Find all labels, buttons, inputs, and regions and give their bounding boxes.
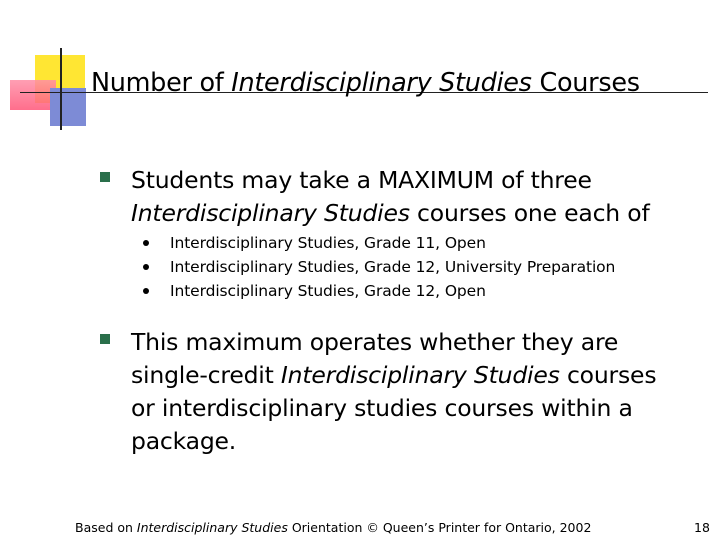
dot-bullet-icon [143,240,149,246]
list-item [140,255,615,279]
bullet-line: This maximum operates whether they are [131,328,619,356]
footer-citation [75,520,591,536]
dot-bullet-icon [143,264,149,270]
bullet-line: courses [559,361,657,389]
bullet-maximum-operates [100,326,700,458]
bullet-emphasis: Interdisciplinary Studies [131,199,410,227]
footer-emphasis: Interdisciplinary Studies [136,520,288,535]
bullet-line: single-credit [131,361,281,389]
list-item [140,279,615,303]
footer-suffix: Orientation © Queen’s Printer for Ontario, 2002 [287,520,592,535]
square-bullet-icon [100,172,110,182]
bullet-text [131,164,700,230]
course-list [140,231,615,303]
bullet-line: or interdisciplinary studies courses within a [131,394,633,422]
title-emphasis: Interdisciplinary Studies [231,68,532,98]
list-item-text: Interdisciplinary Studies, Grade 11, Open [170,234,486,252]
bullet-text [131,326,700,458]
decor-blue-square [50,88,86,126]
slide-title [91,68,640,98]
bullet-line: package. [131,427,237,455]
bullet-line: courses one each of [409,199,650,227]
list-item-text: Interdisciplinary Studies, Grade 12, Open [170,282,486,300]
list-item-text: Interdisciplinary Studies, Grade 12, University Preparation [170,258,616,276]
list-item [140,231,615,255]
bullet-emphasis: Interdisciplinary Studies [280,361,560,389]
title-prefix: Number of [91,68,232,98]
footer-prefix: Based on [75,520,137,535]
bullet-line: Students may take a MAXIMUM of three [131,166,592,194]
square-bullet-icon [100,334,110,344]
page-number: 18 [694,520,710,535]
dot-bullet-icon [143,288,149,294]
decor-vertical-line [60,48,62,130]
title-suffix: Courses [531,68,640,98]
bullet-maximum-three [100,164,700,230]
